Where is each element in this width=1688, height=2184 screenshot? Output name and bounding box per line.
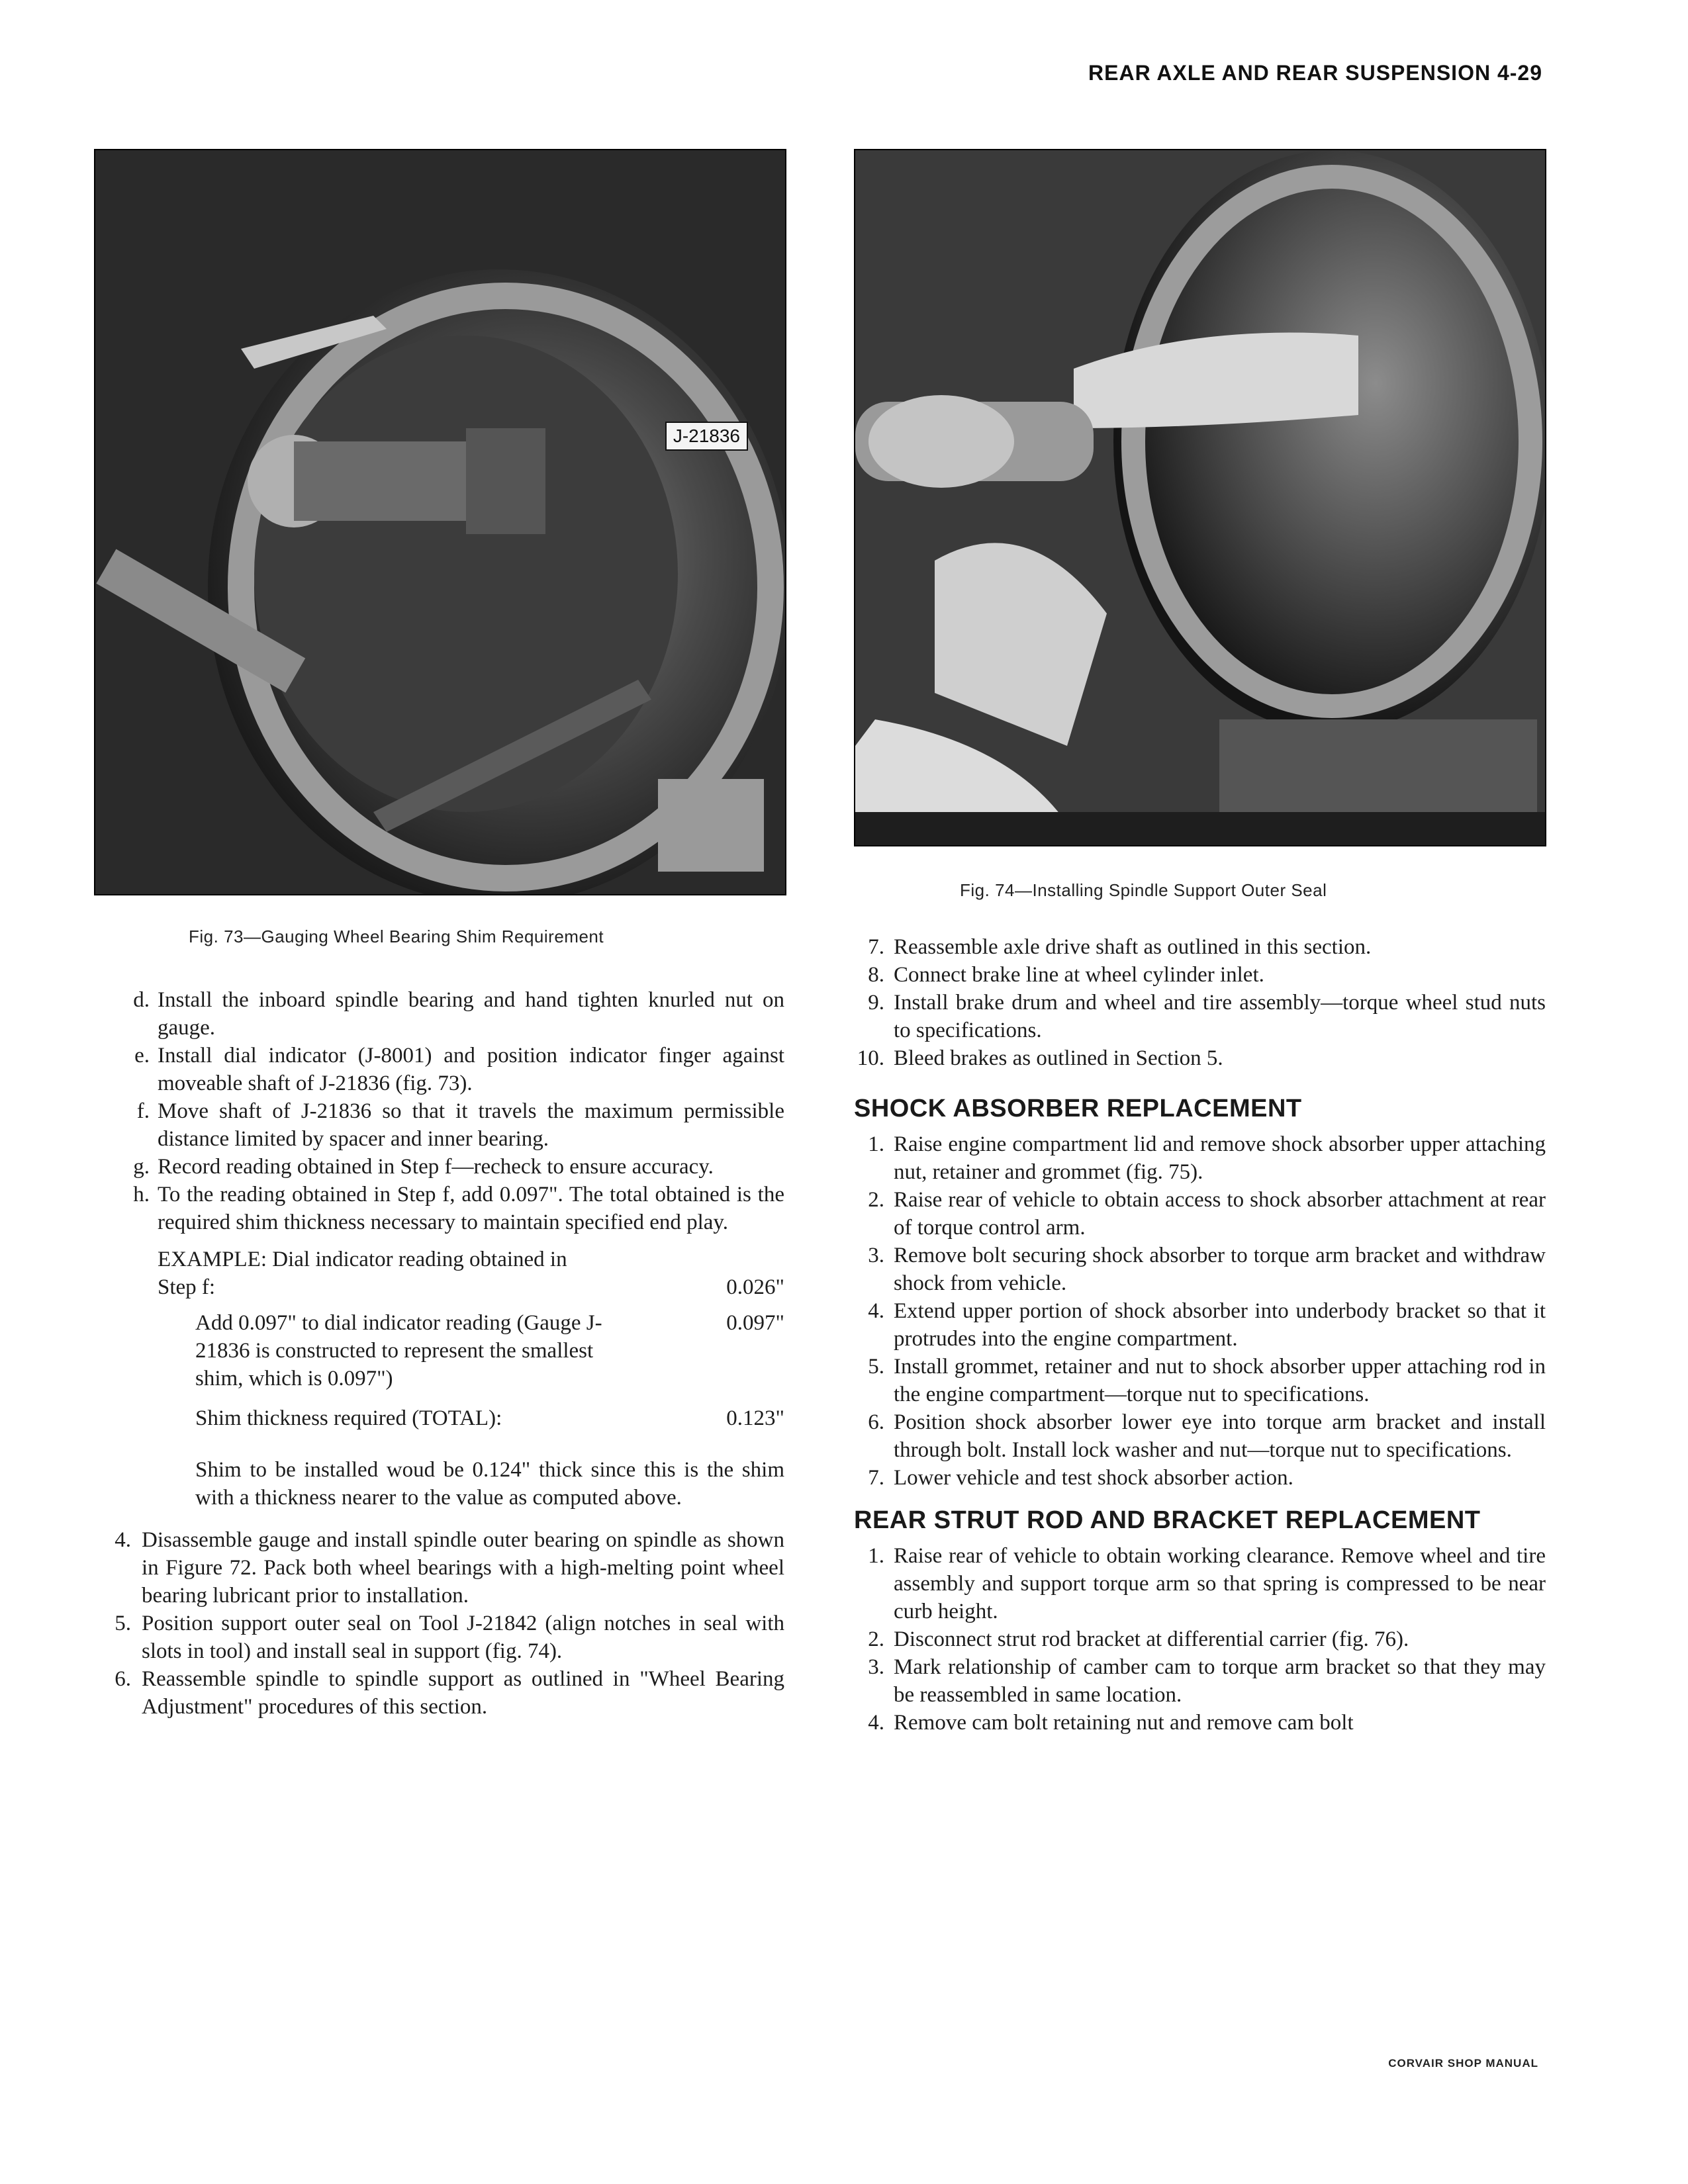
list-item [854, 1542, 1546, 1625]
example-note: Shim to be installed woud be 0.124" thick since this is the shim with a thickness nearer to the value as computed above. [195, 1458, 784, 1510]
item-text: Disassemble gauge and install spindle outer bearing on spindle as shown in Figure 72. Pack both wheel bearings with a high-melting point wheel bearing lubricant prior to installation. [142, 1528, 784, 1608]
list-item [854, 1625, 1546, 1653]
item-label: 4. [115, 1528, 131, 1552]
item-text: Remove cam bolt retaining nut and remove cam bolt [894, 1711, 1354, 1735]
figure-73-caption: Fig. 73—Gauging Wheel Bearing Shim Requirement [189, 927, 604, 946]
steps-7-10 [854, 933, 1546, 1072]
item-label: 1. [868, 1544, 884, 1568]
item-label: 3. [868, 1655, 884, 1679]
item-text: Disconnect strut rod bracket at differential carrier (fig. 76). [894, 1627, 1409, 1651]
example-heading [113, 1246, 784, 1273]
figure-74-photo [854, 149, 1546, 846]
list-item [113, 1097, 784, 1153]
right-column [854, 933, 1546, 1737]
example-add-text: Add 0.097" to dial indicator reading (Gauge J-21836 is constructed to represent the smallest shim, which is 0.097") [195, 1311, 602, 1390]
list-item [113, 1042, 784, 1097]
item-label: 3. [868, 1244, 884, 1267]
example-value-2: 0.097" [726, 1311, 784, 1335]
item-text: Reassemble spindle to spindle support as outlined in "Wheel Bearing Adjustment" procedures of this section. [142, 1667, 784, 1719]
left-column [113, 986, 784, 1721]
item-text: Raise rear of vehicle to obtain working clearance. Remove wheel and tire assembly and support torque arm so that spring is compressed to be near curb height. [894, 1544, 1546, 1623]
item-label: 1. [868, 1132, 884, 1156]
strut-steps [854, 1542, 1546, 1737]
list-item [854, 1464, 1546, 1492]
item-label: 8. [868, 963, 884, 987]
list-item [102, 1610, 784, 1665]
section-heading-shock: SHOCK ABSORBER REPLACEMENT [854, 1095, 1302, 1122]
list-item [854, 933, 1546, 961]
list-item [113, 1181, 784, 1236]
item-text: Install brake drum and wheel and tire assembly—torque wheel stud nuts to specifications. [894, 991, 1546, 1042]
item-text: Mark relationship of camber cam to torque arm bracket so that they may be reassembled in same location. [894, 1655, 1546, 1707]
item-label: f. [136, 1099, 150, 1123]
item-label: 10. [857, 1046, 884, 1070]
item-text: Extend upper portion of shock absorber into underbody bracket so that it protrudes into the engine compartment. [894, 1299, 1546, 1351]
example-row-2 [113, 1309, 784, 1392]
item-text: Remove bolt securing shock absorber to torque arm bracket and withdraw shock from vehicle. [894, 1244, 1546, 1295]
list-item [113, 986, 784, 1042]
item-label: e. [134, 1044, 150, 1068]
item-text: Install grommet, retainer and nut to shock absorber upper attaching rod in the engine compartment—torque nut to specifications. [894, 1355, 1546, 1406]
item-label: 4. [868, 1711, 884, 1735]
item-text: Lower vehicle and test shock absorber action. [894, 1466, 1293, 1490]
figure-73-photo [94, 149, 786, 895]
item-label: 5. [115, 1612, 131, 1635]
list-item [102, 1526, 784, 1610]
item-label: 9. [868, 991, 884, 1015]
list-item [854, 1044, 1546, 1072]
page-footer: CORVAIR SHOP MANUAL [1388, 2057, 1538, 2070]
example-value-1: 0.026" [726, 1275, 784, 1299]
list-item [854, 1353, 1546, 1408]
item-text: Connect brake line at wheel cylinder inlet. [894, 963, 1264, 987]
item-text: Position shock absorber lower eye into torque arm bracket and install through bolt. Install lock washer and nut—torque nut to specifications. [894, 1410, 1546, 1462]
substeps-d-h [113, 986, 784, 1236]
list-item [854, 1186, 1546, 1242]
example-block [113, 1246, 784, 1512]
list-item [113, 1153, 784, 1181]
item-text: Install the inboard spindle bearing and hand tighten knurled nut on gauge. [158, 988, 784, 1040]
item-label: 6. [115, 1667, 131, 1691]
item-text: Raise engine compartment lid and remove shock absorber upper attaching nut, retainer and grommet (fig. 75). [894, 1132, 1546, 1184]
item-text: Reassemble axle drive shaft as outlined in this section. [894, 935, 1372, 959]
item-label: 5. [868, 1355, 884, 1379]
list-item [854, 1130, 1546, 1186]
item-label: g. [133, 1155, 150, 1179]
list-item [854, 1408, 1546, 1464]
item-text: To the reading obtained in Step f, add 0.097". The total obtained is the required shim thickness necessary to maintain specified end play. [158, 1183, 784, 1234]
item-text: Record reading obtained in Step f—recheck to ensure accuracy. [158, 1155, 714, 1179]
list-item [854, 1709, 1546, 1737]
brake-assembly-illustration [95, 150, 785, 894]
example-line-2: Step f: [158, 1275, 216, 1299]
item-label: h. [133, 1183, 150, 1206]
shock-steps [854, 1130, 1546, 1492]
item-label: 7. [868, 935, 884, 959]
example-total-text: Shim thickness required (TOTAL): [195, 1406, 502, 1430]
steps-4-6 [102, 1526, 784, 1721]
list-item [854, 1653, 1546, 1709]
list-item [854, 989, 1546, 1044]
item-text: Move shaft of J-21836 so that it travels the maximum permissible distance limited by spacer and inner bearing. [158, 1099, 784, 1151]
section-heading-strut: REAR STRUT ROD AND BRACKET REPLACEMENT [854, 1506, 1481, 1534]
item-label: 4. [868, 1299, 884, 1323]
item-label: 2. [868, 1188, 884, 1212]
item-label: d. [133, 988, 150, 1012]
list-item [854, 961, 1546, 989]
tool-callout-label: J-21836 [665, 422, 748, 451]
list-item [854, 1297, 1546, 1353]
item-label: 7. [868, 1466, 884, 1490]
item-label: 6. [868, 1410, 884, 1434]
figure-74-caption: Fig. 74—Installing Spindle Support Outer Seal [960, 880, 1327, 900]
item-text: Position support outer seal on Tool J-21842 (align notches in seal with slots in tool) and install seal in support (fig. 74). [142, 1612, 784, 1663]
page-header: REAR AXLE AND REAR SUSPENSION 4-29 [1088, 61, 1542, 85]
example-value-3: 0.123" [726, 1406, 784, 1430]
example-row-3 [113, 1404, 784, 1432]
example-line-1: EXAMPLE: Dial indicator reading obtained in [158, 1248, 567, 1271]
list-item [102, 1665, 784, 1721]
example-row-1 [113, 1273, 784, 1301]
item-label: 2. [868, 1627, 884, 1651]
item-text: Bleed brakes as outlined in Section 5. [894, 1046, 1223, 1070]
item-text: Install dial indicator (J-8001) and position indicator finger against moveable shaft of J-21836 (fig. 73). [158, 1044, 784, 1095]
item-text: Raise rear of vehicle to obtain access to shock absorber attachment at rear of torque control arm. [894, 1188, 1546, 1240]
list-item [854, 1242, 1546, 1297]
seal-installation-illustration [855, 150, 1545, 845]
